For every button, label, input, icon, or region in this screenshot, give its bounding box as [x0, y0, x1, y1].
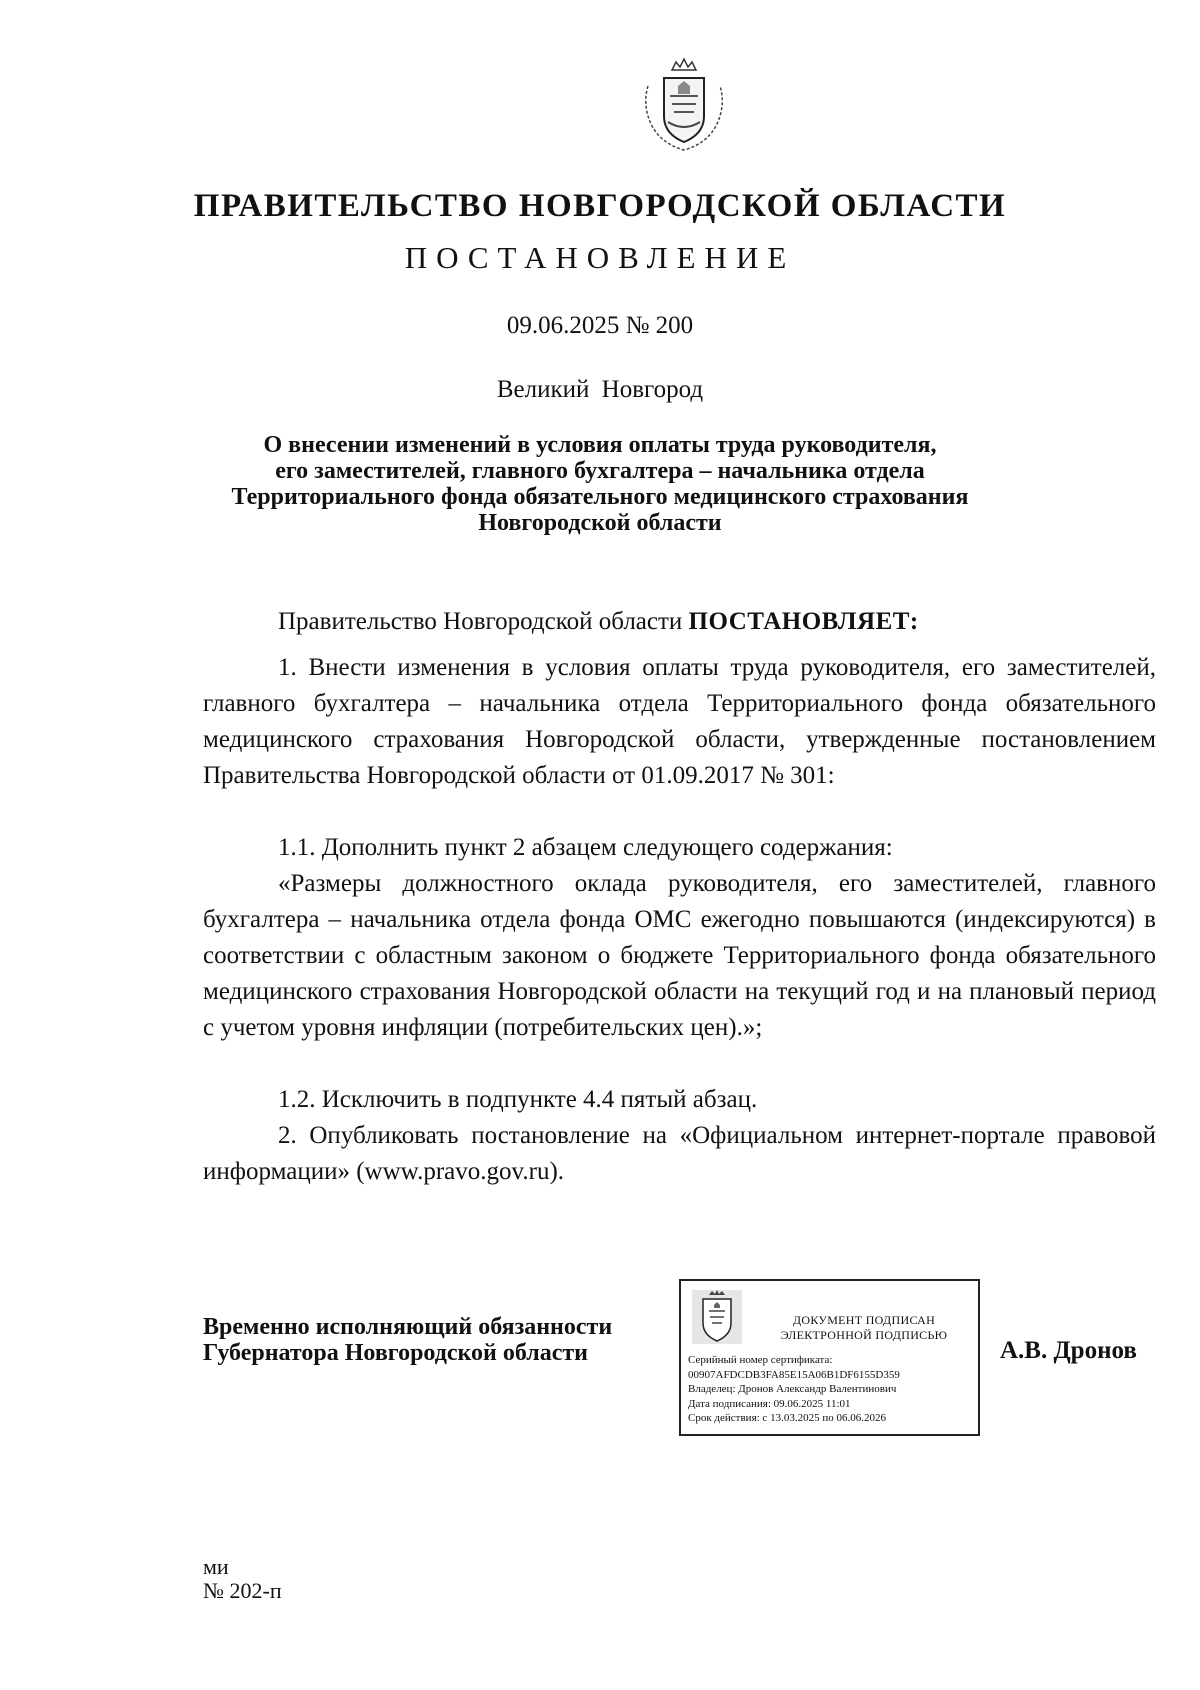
registration-number: № 202-п [203, 1578, 282, 1603]
stamp-details [688, 1353, 978, 1426]
paragraph-2: 2. Опубликовать постановление на «Официальном интернет-портале правовой информации» (www.pravo.gov.ru). [203, 1122, 1156, 1185]
paragraph-1-2: 1.2. Исключить в подпункте 4.4 пятый абзац. [278, 1086, 758, 1113]
subject-line: его заместителей, главного бухгалтера – начальника отдела [275, 458, 925, 484]
document-subject [180, 432, 1020, 536]
paragraph-1: 1. Внести изменения в условия оплаты труда руководителя, его заместителей, главного бухгалтера – начальника отдела Территориального фонда обязательного медицинского страхования Новгородской области, утвержденные постановлением Правительства Новгородской области от 01.09.2017 № 301: [203, 654, 1156, 789]
decree-prefix: Правительство Новгородской области [278, 608, 689, 635]
stamp-owner: Владелец: Дронов Александр Валентинович [688, 1383, 897, 1395]
paragraph-1-1: 1.1. Дополнить пункт 2 абзацем следующего содержания: [278, 834, 893, 861]
signatory-position-line: Губернатора Новгородской области [203, 1340, 589, 1366]
document-city: Великий Новгород [496, 376, 704, 403]
decree-statement [278, 608, 1158, 636]
stamp-signed-date: Дата подписания: 09.06.2025 11:01 [688, 1397, 851, 1410]
coat-of-arms-icon [638, 56, 730, 156]
electronic-signature-stamp [679, 1279, 980, 1436]
signatory-position-line: Временно исполняющий обязанности [203, 1314, 613, 1340]
stamp-title [751, 1313, 977, 1343]
government-title: ПРАВИТЕЛЬСТВО НОВГОРОДСКОЙ ОБЛАСТИ [193, 188, 1007, 224]
stamp-title-line: ДОКУМЕНТ ПОДПИСАН [792, 1313, 936, 1327]
stamp-title-line: ЭЛЕКТРОННОЙ ПОДПИСЬЮ [780, 1328, 948, 1342]
stamp-serial: 00907AFDCDB3FA85E15A06B1DF6155D359 [688, 1368, 900, 1381]
signatory-position [203, 1314, 673, 1366]
document-footer [203, 1555, 282, 1603]
stamp-serial-label: Серийный номер сертификата: [688, 1354, 833, 1366]
stamp-validity: Срок действия: с 13.03.2025 по 06.06.2026 [688, 1412, 886, 1424]
subject-line: Территориального фонда обязательного медицинского страхования [231, 484, 969, 510]
paragraph-1-1-quote: «Размеры должностного оклада руководителя, его заместителей, главного бухгалтера – начальника отдела фонда ОМС ежегодно повышаются (индексируются) в соответствии с областным законом о бюджете Территориального фонда обязательного медицинского страхования Новгородской области на текущий год и на плановый период с учетом уровня инфляции (потребительских цен).»; [203, 870, 1156, 1041]
stamp-coat-of-arms-icon [691, 1289, 743, 1345]
document-type: ПОСТАНОВЛЕНИЕ [404, 240, 796, 275]
signatory-name: А.В. Дронов [1000, 1337, 1137, 1364]
executor-initials: ми [203, 1554, 229, 1579]
subject-line: Новгородской области [478, 510, 722, 536]
subject-line: О внесении изменений в условия оплаты труда руководителя, [263, 432, 937, 458]
decree-verb: ПОСТАНОВЛЯЕТ: [688, 608, 919, 635]
document-date-number: 09.06.2025 № 200 [506, 312, 694, 339]
